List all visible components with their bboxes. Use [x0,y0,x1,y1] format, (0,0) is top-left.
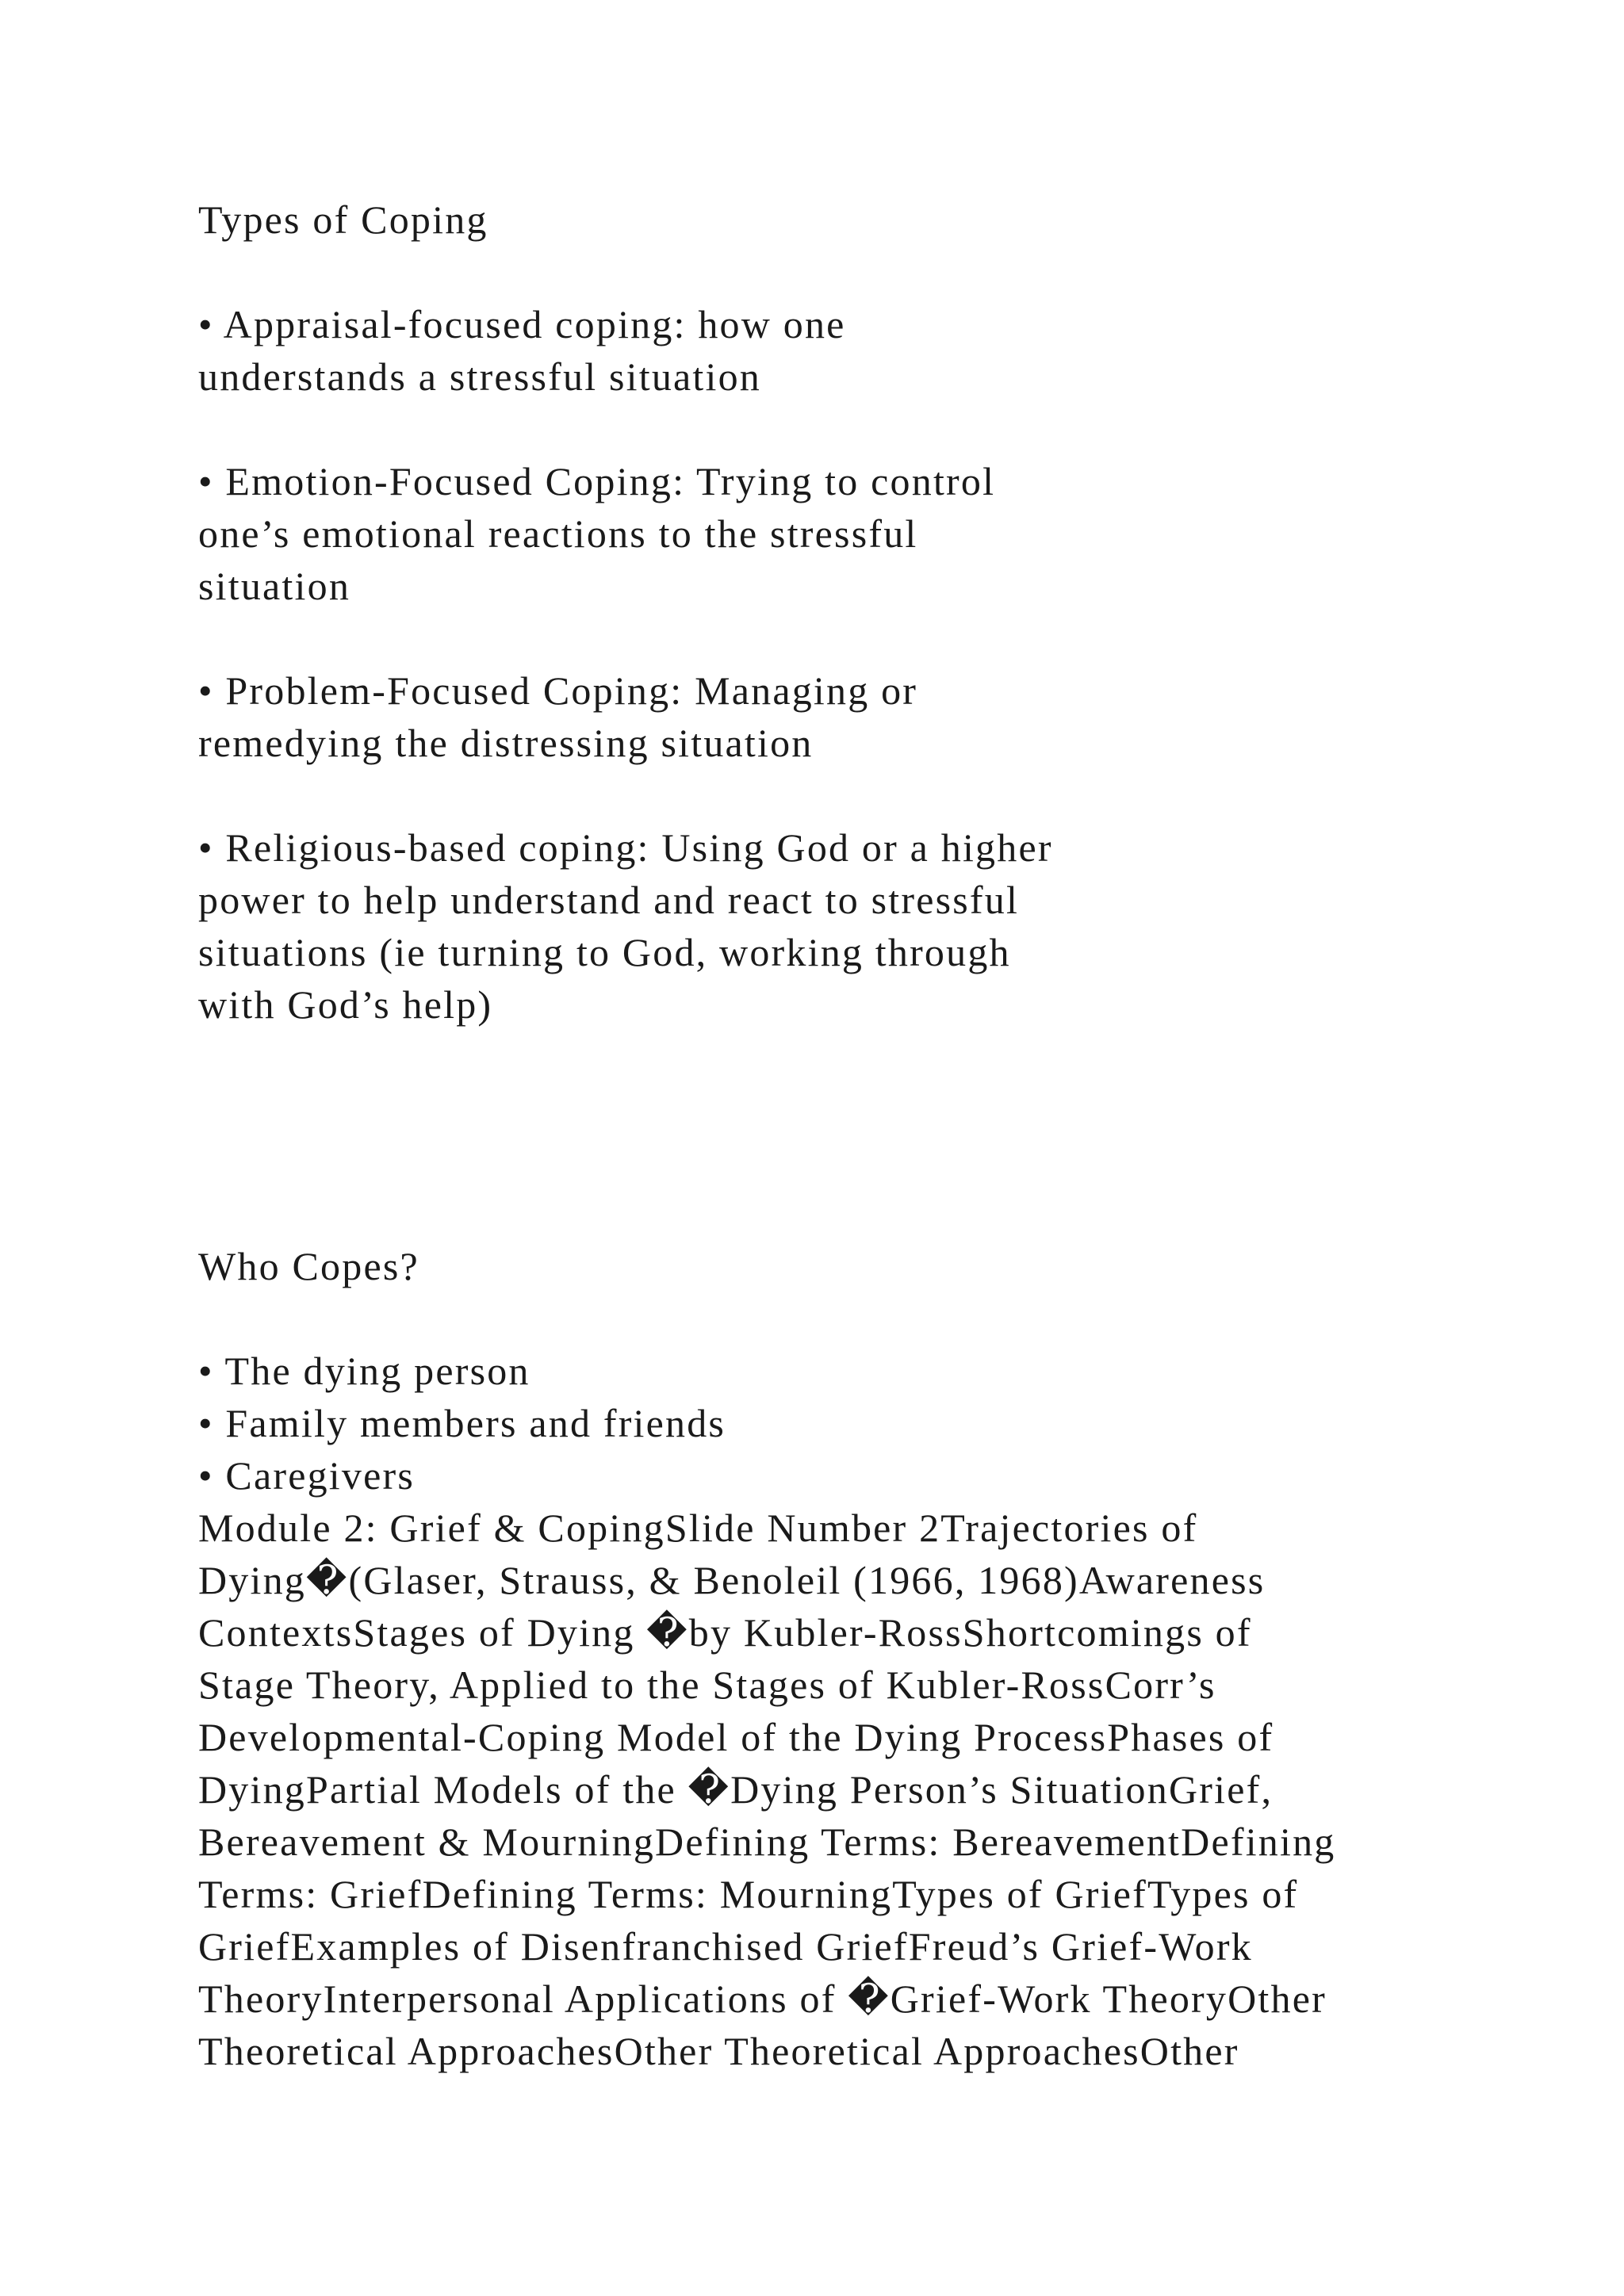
slide-titles-line-7: Bereavement & MourningDefining Terms: BereavementDefining [198,1820,1336,1864]
slide-titles-line-9: GriefExamples of Disenfranchised GriefFreud’s Grief-Work [198,1924,1253,1969]
bullet-emotion-line-3: situation [198,564,351,608]
slide-titles-line-4: Stage Theory, Applied to the Stages of Kubler-RossCorr’s [198,1663,1216,1707]
bullet-religious-line-3: situations (ie turning to God, working through [198,930,1011,974]
bullet-religious-line-1: • Religious-based coping: Using God or a higher [198,825,1053,870]
slide-titles-line-5: Developmental-Coping Model of the Dying ProcessPhases of [198,1715,1274,1759]
slide-titles-line-3: ContextsStages of Dying �by Kubler-RossShortcomings of [198,1610,1252,1655]
slide-titles-line-6: DyingPartial Models of the �Dying Person’s SituationGrief, [198,1767,1274,1812]
bullet-dying-person: • The dying person [198,1349,530,1393]
bullet-family-friends: • Family members and friends [198,1401,726,1445]
bullet-emotion-line-1: • Emotion-Focused Coping: Trying to control [198,459,996,503]
slide-titles-line-2: Dying�(Glaser, Strauss, & Benoleil (1966, 1968)Awareness [198,1558,1266,1602]
slide-titles-line-8: Terms: GriefDefining Terms: MourningTypes of GriefTypes of [198,1872,1299,1916]
slide-titles-line-10: TheoryInterpersonal Applications of �Grief-Work TheoryOther [198,1976,1327,2021]
bullet-problem-line-2: remedying the distressing situation [198,721,814,765]
section-heading-types-of-coping: Types of Coping [198,197,488,242]
bullet-religious-line-2: power to help understand and react to stressful [198,878,1020,922]
bullet-appraisal-line-1: • Appraisal-focused coping: how one [198,302,846,346]
bullet-appraisal-line-2: understands a stressful situation [198,354,762,399]
bullet-religious-line-4: with God’s help) [198,982,493,1027]
section-heading-who-copes: Who Copes? [198,1244,419,1288]
slide-titles-line-1: Module 2: Grief & CopingSlide Number 2Trajectories of [198,1506,1198,1550]
bullet-problem-line-1: • Problem-Focused Coping: Managing or [198,668,918,713]
slide-titles-line-11: Theoretical ApproachesOther Theoretical ApproachesOther [198,2029,1239,2073]
bullet-emotion-line-2: one’s emotional reactions to the stressful [198,511,918,556]
bullet-caregivers: • Caregivers [198,1453,415,1498]
